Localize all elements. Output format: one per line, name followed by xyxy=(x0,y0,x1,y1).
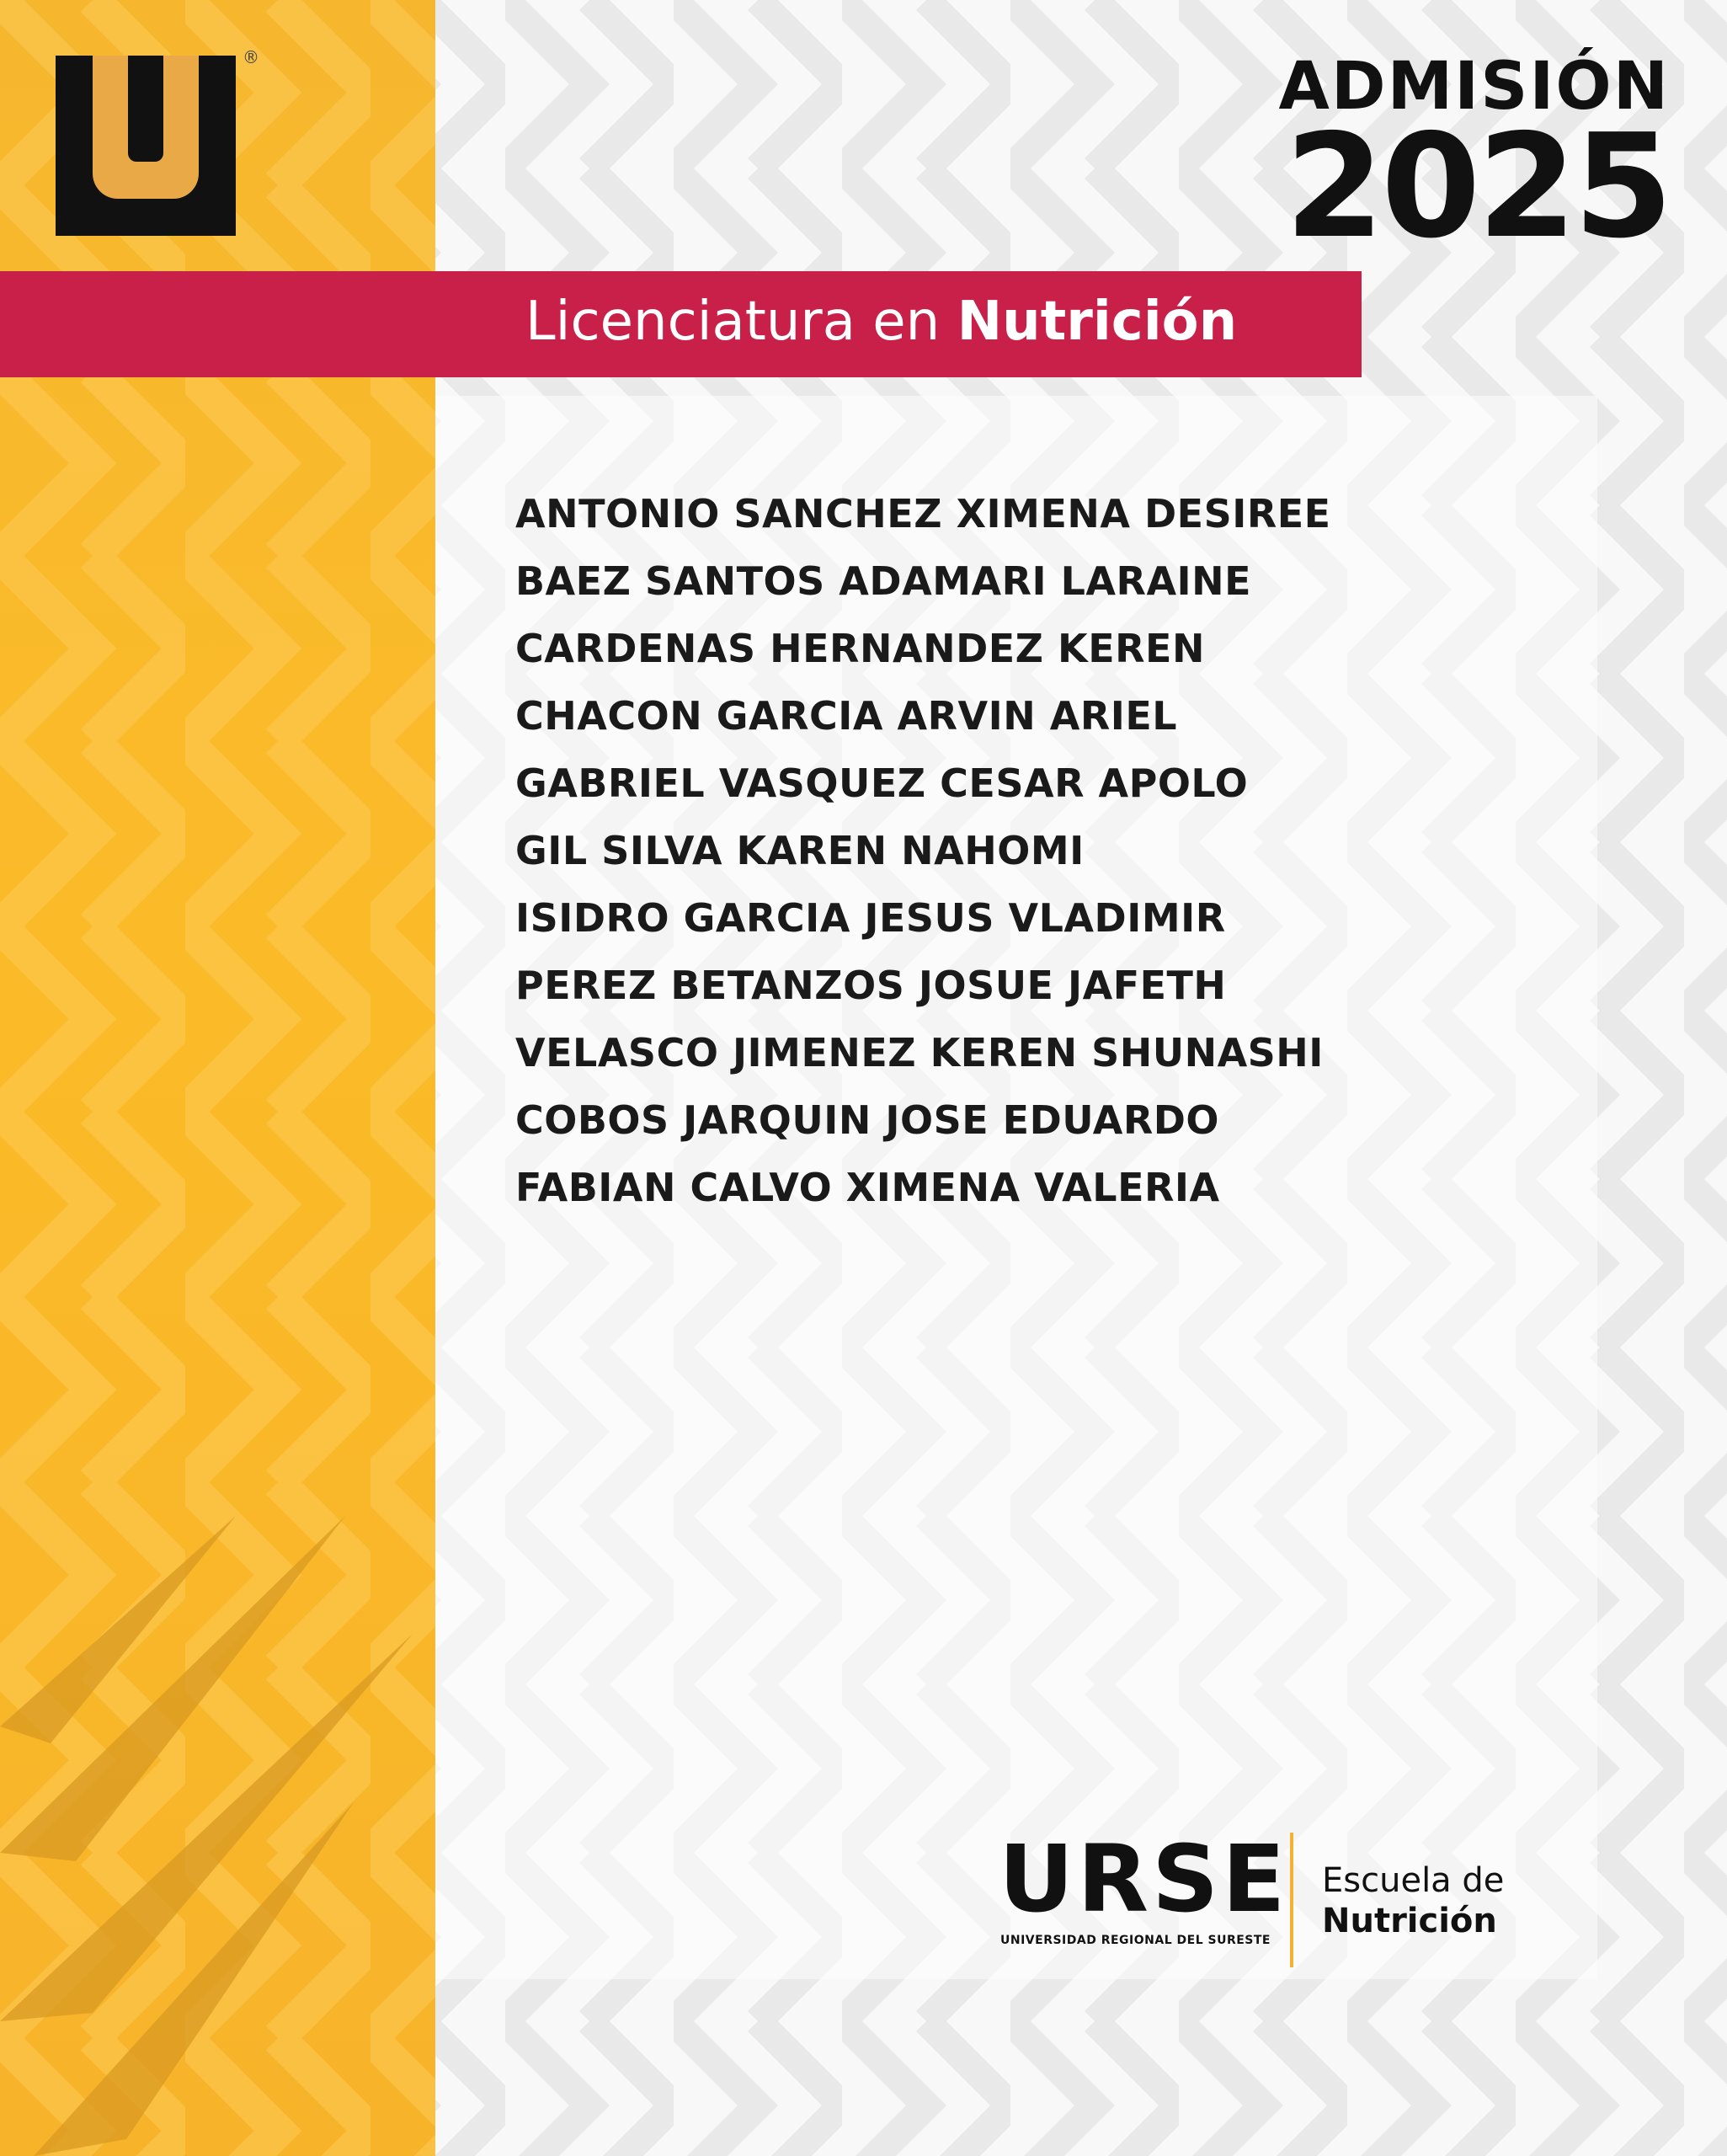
program-title xyxy=(525,291,1238,353)
urse-full-name: UNIVERSIDAD REGIONAL DEL SURESTE xyxy=(1000,1934,1271,1947)
university-u-logo xyxy=(56,56,236,236)
list-item: ANTONIO SANCHEZ XIMENA DESIREE xyxy=(515,491,1331,536)
admitted-names-list xyxy=(515,480,1331,1221)
admission-year: 2025 xyxy=(1284,104,1670,270)
admission-heading xyxy=(1278,49,1670,270)
program-prefix: Licenciatura en xyxy=(525,291,957,353)
list-item: CHACON GARCIA ARVIN ARIEL xyxy=(515,693,1178,739)
admission-label: ADMISIÓN xyxy=(1278,49,1670,125)
list-item: ISIDRO GARCIA JESUS VLADIMIR xyxy=(515,895,1226,941)
list-item: FABIAN CALVO XIMENA VALERIA xyxy=(515,1165,1220,1210)
footer-divider xyxy=(1290,1833,1293,1967)
list-item: VELASCO JIMENEZ KEREN SHUNASHI xyxy=(515,1030,1324,1075)
list-item: GABRIEL VASQUEZ CESAR APOLO xyxy=(515,760,1249,806)
urse-footer-logo xyxy=(999,1825,1505,1976)
list-item: BAEZ SANTOS ADAMARI LARAINE xyxy=(515,558,1252,604)
program-name: Nutrición xyxy=(957,291,1238,353)
school-label-line1: Escuela de xyxy=(1322,1861,1505,1900)
registered-mark: ® xyxy=(243,47,259,67)
urse-wordmark: URSE xyxy=(999,1825,1289,1933)
list-item: CARDENAS HERNANDEZ KEREN xyxy=(515,626,1205,671)
school-label-line2: Nutrición xyxy=(1322,1902,1497,1940)
list-item: PEREZ BETANZOS JOSUE JAFETH xyxy=(515,963,1227,1008)
list-item: COBOS JARQUIN JOSE EDUARDO xyxy=(515,1097,1220,1143)
list-item: GIL SILVA KAREN NAHOMI xyxy=(515,828,1085,873)
